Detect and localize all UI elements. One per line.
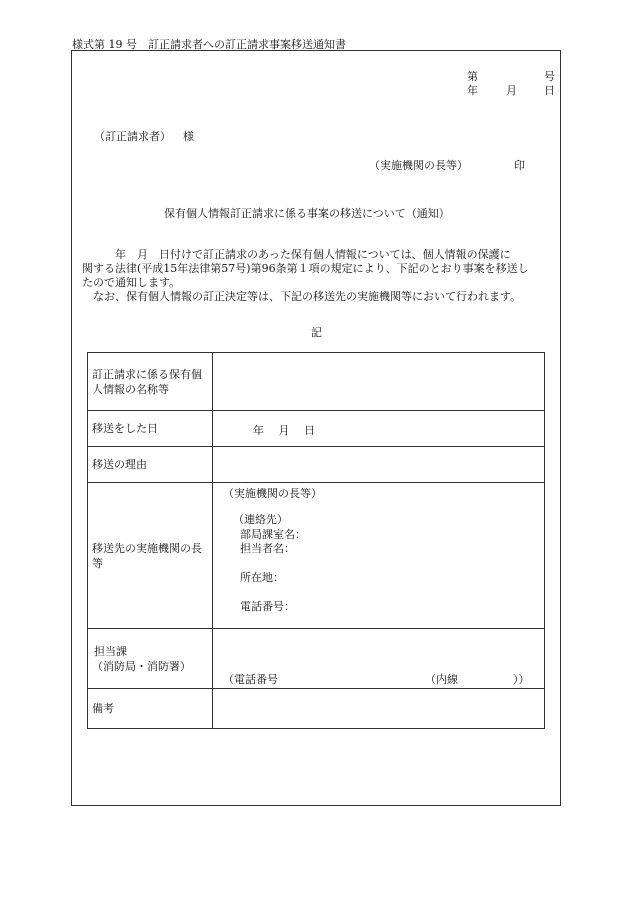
- seal-mark: 印: [514, 159, 525, 172]
- record-name-field[interactable]: [213, 353, 545, 411]
- destination-phone: 電話番号：: [240, 600, 295, 613]
- table-row: [88, 629, 545, 689]
- row-label-reason: 移送の理由: [88, 447, 213, 483]
- table-row: [88, 411, 545, 447]
- doc-no-dai: 第: [467, 70, 478, 83]
- date-nichi: 日: [544, 84, 555, 97]
- table-row: [88, 689, 545, 729]
- recipient-label: （訂正請求者）: [94, 130, 171, 143]
- destination-head: （実施機関の長等）: [223, 487, 322, 500]
- destination-address: 所在地：: [240, 571, 284, 584]
- body-line-1: 年 月 日付けで訂正請求のあった保有個人情報については、個人情報の保護に: [82, 248, 511, 261]
- row-label-destination: [88, 483, 213, 629]
- row-label-line: 担当課: [94, 644, 127, 658]
- destination-person: 担当者名：: [240, 542, 295, 555]
- row-label-line: 移送先の実施機関の長: [92, 541, 202, 555]
- row-label-line: （消防局・消防署）: [92, 659, 191, 673]
- sender-label: （実施機関の長等）: [369, 159, 468, 172]
- table-row: [88, 483, 545, 629]
- row-label-transfer-date: 移送をした日: [88, 411, 213, 447]
- transfer-date-field[interactable]: [213, 411, 545, 447]
- destination-field[interactable]: [213, 483, 545, 629]
- row-label-remarks: 備考: [88, 689, 213, 729]
- destination-contact: （連絡先）: [233, 513, 288, 526]
- body-line-2: 関する法律(平成15年法律第57号)第96条第１項の規定により、下記のとおり事案を移送し: [82, 262, 529, 275]
- table-row: [88, 447, 545, 483]
- row-label-line: 人情報の名称等: [92, 382, 169, 396]
- body-line-3: たので通知します。: [82, 276, 181, 289]
- body-line-4: なお、保有個人情報の訂正決定等は、下記の移送先の実施機関等において行われます。: [82, 290, 522, 303]
- form-number: 様式第 19 号 訂正請求者への訂正請求事案移送通知書: [72, 38, 346, 51]
- section-field[interactable]: [213, 629, 545, 689]
- transfer-date-text: 年 月 日: [253, 424, 315, 437]
- row-label-section: [88, 629, 213, 689]
- recipient-sama: 様: [183, 130, 194, 143]
- row-label-record-name: [88, 353, 213, 411]
- section-extension: （内線 ））: [425, 673, 530, 686]
- date-nen: 年: [467, 84, 478, 97]
- row-label-line: 等: [92, 556, 103, 570]
- date-gatsu: 月: [506, 84, 517, 97]
- doc-no-go: 号: [544, 70, 555, 83]
- table-row: [88, 353, 545, 411]
- document-title: 保有個人情報訂正請求に係る事案の移送について（通知）: [164, 207, 450, 220]
- reason-field[interactable]: [213, 447, 545, 483]
- destination-dept: 部局課室名：: [240, 528, 306, 541]
- remarks-field[interactable]: [213, 689, 545, 729]
- ki-heading: 記: [311, 326, 322, 339]
- row-label-line: 訂正請求に係る保有個: [92, 367, 202, 381]
- section-phone: （電話番号: [223, 673, 278, 686]
- record-table: [87, 352, 545, 729]
- body-text: [82, 248, 548, 304]
